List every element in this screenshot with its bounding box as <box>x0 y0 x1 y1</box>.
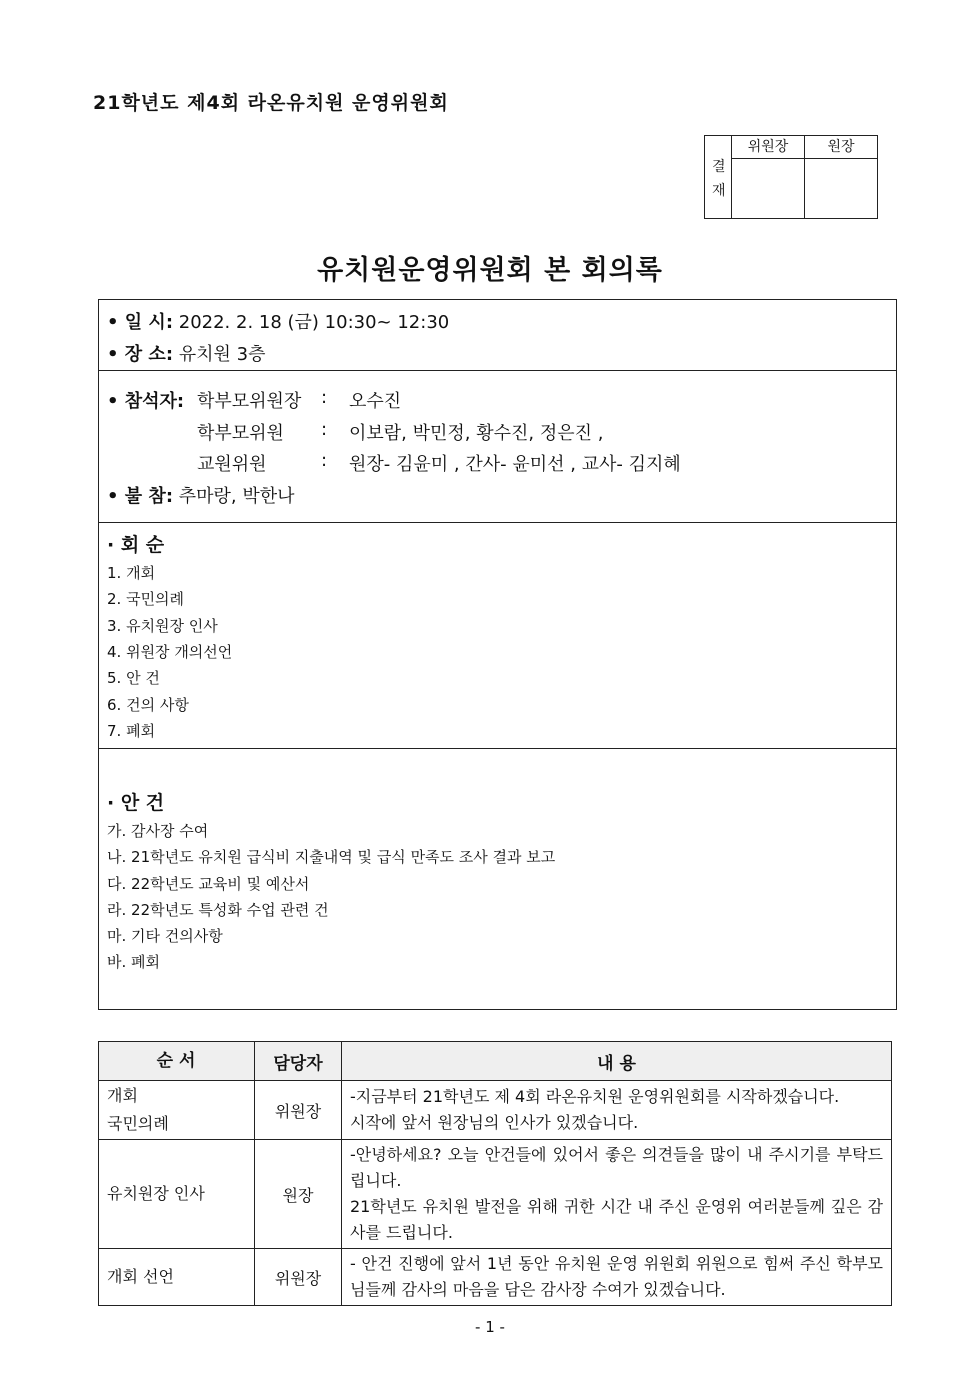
approval-director-label: 원장 <box>805 136 877 159</box>
schedule-table <box>98 1041 892 1306</box>
column-header-content: 내 용 <box>342 1042 892 1081</box>
order-cell: 유치원장 인사 <box>99 1140 255 1249</box>
column-header-person: 담당자 <box>255 1042 342 1081</box>
content-cell <box>342 1140 892 1249</box>
order-item: 4. 위원장 개의선언 <box>107 643 233 661</box>
order-cell <box>99 1081 255 1140</box>
attendee-separator: : <box>321 387 328 408</box>
date-row <box>107 308 449 334</box>
content-text: 시작에 앞서 원장님의 인사가 있겠습니다. <box>350 1113 639 1132</box>
order-item: 1. 개회 <box>107 564 156 582</box>
order-item: 2. 국민의례 <box>107 590 185 608</box>
place-value: 유치원 3층 <box>178 344 266 365</box>
date-value: 2022. 2. 18 (금) 10:30~ 12:30 <box>178 312 450 333</box>
agenda-item: 마. 기타 건의사항 <box>107 927 223 945</box>
content-text: -안녕하세요? 오늘 안건들에 있어서 좋은 의견들을 많이 내 주시기를 부탁드립니다. <box>350 1145 883 1190</box>
attendee-separator: : <box>321 450 328 471</box>
approval-chair-column <box>732 136 805 218</box>
attendee-names: 원장- 김윤미 , 간사- 윤미선 , 교사- 김지혜 <box>349 454 681 475</box>
attendees-label: • 참석자: <box>107 391 185 412</box>
place-label: • 장 소: <box>107 344 174 365</box>
divider <box>99 522 896 523</box>
order-item: 6. 건의 사항 <box>107 696 189 714</box>
date-label: • 일 시: <box>107 312 174 333</box>
page-number: - 1 - <box>475 1318 505 1336</box>
approval-side-label-2: 재 <box>712 183 726 199</box>
divider <box>99 748 896 749</box>
content-text: 21학년도 유치원 발전을 위해 귀한 시간 내 주신 운영위 여러분들께 깊은 감사를 드립니다. <box>350 1197 883 1242</box>
approval-box <box>704 135 878 219</box>
header-title: 21학년도 제4회 라온유치원 운영위원회 <box>93 92 449 114</box>
table-row <box>99 1249 892 1306</box>
attendee-role: 학부모위원 <box>197 423 284 444</box>
document-title: 유치원운영위원회 본 회의록 <box>317 255 663 286</box>
order-text: 개회 <box>107 1086 138 1105</box>
table-row <box>99 1140 892 1249</box>
order-item: 5. 안 건 <box>107 669 160 687</box>
order-cell: 개회 선언 <box>99 1249 255 1306</box>
order-text: 국민의례 <box>107 1114 169 1133</box>
agenda-item: 다. 22학년도 교육비 및 예산서 <box>107 875 310 893</box>
content-cell: - 안건 진행에 앞서 1년 동안 유치원 운영 위원회 위원으로 힘써 주신 학부모님들께 감사의 마음을 담은 감사장 수여가 있겠습니다. <box>342 1249 892 1306</box>
attendee-role: 교원위원 <box>197 454 267 475</box>
meeting-info-box <box>98 299 897 1010</box>
approval-side-label <box>705 136 732 218</box>
approval-chair-label: 위원장 <box>732 136 804 159</box>
agenda-item: 라. 22학년도 특성화 수업 관련 건 <box>107 901 329 919</box>
order-item: 7. 폐회 <box>107 722 156 740</box>
person-cell: 위원장 <box>255 1081 342 1140</box>
absent-value: 추마랑, 박한나 <box>178 486 295 507</box>
content-cell <box>342 1081 892 1140</box>
attendee-names: 이보람, 박민정, 황수진, 정은진 , <box>349 423 604 444</box>
attendee-role: 학부모위원장 <box>197 391 302 412</box>
agenda-item: 바. 폐회 <box>107 953 161 971</box>
agenda-heading: · 안 건 <box>107 792 165 814</box>
agenda-item: 가. 감사장 수여 <box>107 822 209 840</box>
approval-side-label-1: 결 <box>712 159 726 175</box>
column-header-order: 순 서 <box>99 1042 255 1081</box>
order-item: 3. 유치원장 인사 <box>107 617 218 635</box>
order-heading: · 회 순 <box>107 534 165 556</box>
divider <box>99 370 896 371</box>
person-cell: 위원장 <box>255 1249 342 1306</box>
attendee-separator: : <box>321 419 328 440</box>
attendee-names: 오수진 <box>349 391 402 412</box>
place-row <box>107 340 265 366</box>
person-cell: 원장 <box>255 1140 342 1249</box>
absent-label: • 불 참: <box>107 486 174 507</box>
absent-row <box>107 482 295 508</box>
content-text: -지금부터 21학년도 제 4회 라온유치원 운영위원회를 시작하겠습니다. <box>350 1087 840 1106</box>
approval-director-column <box>805 136 877 218</box>
table-row <box>99 1081 892 1140</box>
table-header-row <box>99 1042 892 1081</box>
agenda-item: 나. 21학년도 유치원 급식비 지출내역 및 급식 만족도 조사 결과 보고 <box>107 848 556 866</box>
